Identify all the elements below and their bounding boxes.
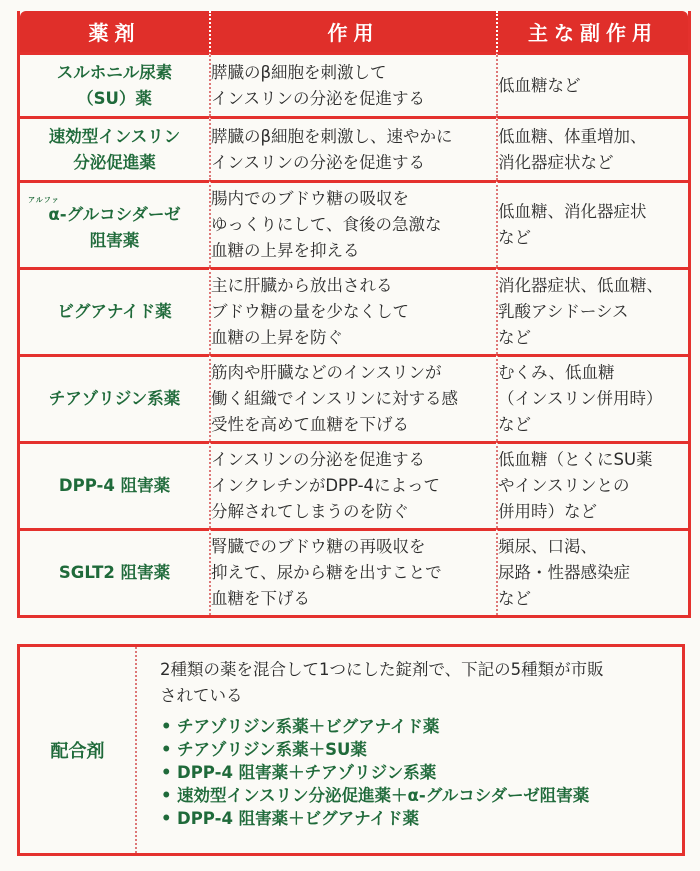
drug-name-line: チアゾリジン系薬 xyxy=(48,389,181,408)
list-item xyxy=(160,715,604,738)
list-item xyxy=(160,761,604,784)
table-row xyxy=(20,528,688,615)
combo-item-text: チアゾリジン系薬＋SU薬 xyxy=(177,740,367,759)
drug-name xyxy=(20,354,209,441)
side-line: など xyxy=(498,328,531,347)
header-drug: 薬剤 xyxy=(20,11,209,52)
side-line: 併用時）など xyxy=(498,502,597,521)
side-line: など xyxy=(498,415,531,434)
drug-name-line: 分泌促進薬 xyxy=(73,152,156,172)
action-line: インスリンの分泌を促進する xyxy=(211,88,426,108)
combo-intro xyxy=(160,657,604,709)
drug-action xyxy=(209,354,496,441)
action-line: インクレチンがDPP-4によって xyxy=(211,476,441,495)
drug-action xyxy=(209,116,496,180)
drug-table-container xyxy=(17,11,685,618)
drug-name-line: SGLT2 阻害薬 xyxy=(58,563,171,582)
side-line: やインスリンとの xyxy=(498,476,630,495)
side-line: 低血糖（とくにSU薬 xyxy=(498,450,653,469)
drug-name-line: スルホニル尿素 xyxy=(56,62,173,82)
side-line: 消化器症状、低血糖、 xyxy=(498,276,663,295)
drug-name-line: ビグアナイド薬 xyxy=(57,302,172,321)
bullet-icon: • xyxy=(161,809,172,828)
side-line: など xyxy=(498,228,531,247)
action-line: 抑えて、尿から糖を出すことで xyxy=(211,563,442,582)
drug-name xyxy=(20,267,209,354)
drug-action xyxy=(209,180,496,267)
drug-table xyxy=(17,11,691,618)
bullet-icon: • xyxy=(161,763,172,782)
table-row xyxy=(20,267,688,354)
header-side-effects: 主な副作用 xyxy=(496,11,688,52)
table-row xyxy=(20,116,688,180)
action-line: 主に肝臓から放出される xyxy=(211,276,393,295)
action-line: インスリンの分泌を促進する xyxy=(211,450,426,469)
side-effects xyxy=(496,441,688,528)
drug-name-line: （SU）薬 xyxy=(77,88,152,108)
table-row xyxy=(20,354,688,441)
side-line: 消化器症状など xyxy=(498,152,614,172)
combo-label: 配合剤 xyxy=(20,647,137,853)
combo-intro-line: 2種類の薬を混合して1つにした錠剤で、下記の5種類が市販 xyxy=(160,660,604,679)
side-effects xyxy=(496,354,688,441)
combo-list xyxy=(160,715,604,830)
combo-body xyxy=(137,647,604,853)
bullet-icon: • xyxy=(161,786,172,805)
table-header-row xyxy=(20,11,688,52)
drug-name-line: DPP-4 阻害薬 xyxy=(58,476,171,495)
table-row xyxy=(20,180,688,267)
action-line: 受性を高めて血糖を下げる xyxy=(211,415,409,434)
action-line: 血糖の上昇を抑える xyxy=(211,241,360,260)
list-item xyxy=(160,807,604,830)
side-line: 尿路・性器感染症 xyxy=(498,563,630,582)
side-effects xyxy=(496,267,688,354)
combination-drug-box xyxy=(17,644,685,856)
drug-name-line: 阻害薬 xyxy=(89,231,140,250)
drug-action xyxy=(209,267,496,354)
list-item xyxy=(160,784,604,807)
side-line: 低血糖など xyxy=(498,75,581,95)
action-line: 膵臓のβ細胞を刺激して xyxy=(211,62,387,82)
drug-name xyxy=(20,116,209,180)
action-line: ブドウ糖の量を少なくして xyxy=(211,302,409,321)
drug-name xyxy=(20,441,209,528)
drug-action xyxy=(209,441,496,528)
combo-item-text: DPP-4 阻害薬＋チアゾリジン系薬 xyxy=(177,763,437,782)
action-line: 腸内でのブドウ糖の吸収を xyxy=(211,189,409,208)
drug-name-line: α-グルコシダーゼ xyxy=(48,205,181,224)
action-line: 腎臓でのブドウ糖の再吸収を xyxy=(211,537,426,556)
side-line: 低血糖、消化器症状 xyxy=(498,202,647,221)
action-line: 分解されてしまうのを防ぐ xyxy=(211,502,409,521)
side-line: むくみ、低血糖 xyxy=(498,363,615,382)
drug-action xyxy=(209,52,496,116)
action-line: ゆっくりにして、食後の急激な xyxy=(211,215,442,234)
action-line: 血糖を下げる xyxy=(211,589,310,608)
header-action: 作用 xyxy=(209,11,496,52)
drug-action xyxy=(209,528,496,615)
drug-name xyxy=(20,528,209,615)
table-row xyxy=(20,441,688,528)
side-effects xyxy=(496,52,688,116)
list-item xyxy=(160,738,604,761)
side-line: 低血糖、体重増加、 xyxy=(498,126,647,146)
side-line: 乳酸アシドーシス xyxy=(498,302,629,321)
side-effects xyxy=(496,528,688,615)
action-line: 筋肉や肝臓などのインスリンが xyxy=(211,363,442,382)
action-line: 膵臓のβ細胞を刺激し、速やかに xyxy=(211,126,453,146)
side-effects xyxy=(496,180,688,267)
combo-item-text: チアゾリジン系薬＋ビグアナイド薬 xyxy=(177,717,440,736)
table-row xyxy=(20,52,688,116)
side-line: （インスリン併用時） xyxy=(498,389,663,408)
side-line: 頻尿、口渇、 xyxy=(498,537,597,556)
action-line: 血糖の上昇を防ぐ xyxy=(211,328,343,347)
combo-intro-line: されている xyxy=(160,686,243,705)
drug-name-line: 速効型インスリン xyxy=(48,126,181,146)
side-effects xyxy=(496,116,688,180)
action-line: 働く組織でインスリンに対する感 xyxy=(211,389,459,408)
combo-item-text: DPP-4 阻害薬＋ビグアナイド薬 xyxy=(177,809,420,828)
drug-name xyxy=(20,180,209,267)
action-line: インスリンの分泌を促進する xyxy=(211,152,426,172)
bullet-icon: • xyxy=(161,740,172,759)
side-line: など xyxy=(498,589,531,608)
combo-item-text: 速効型インスリン分泌促進薬＋α-グルコシダーゼ阻害薬 xyxy=(177,786,590,805)
bullet-icon: • xyxy=(161,717,172,736)
drug-name-ruby: アルファ xyxy=(28,196,60,204)
drug-name xyxy=(20,52,209,116)
